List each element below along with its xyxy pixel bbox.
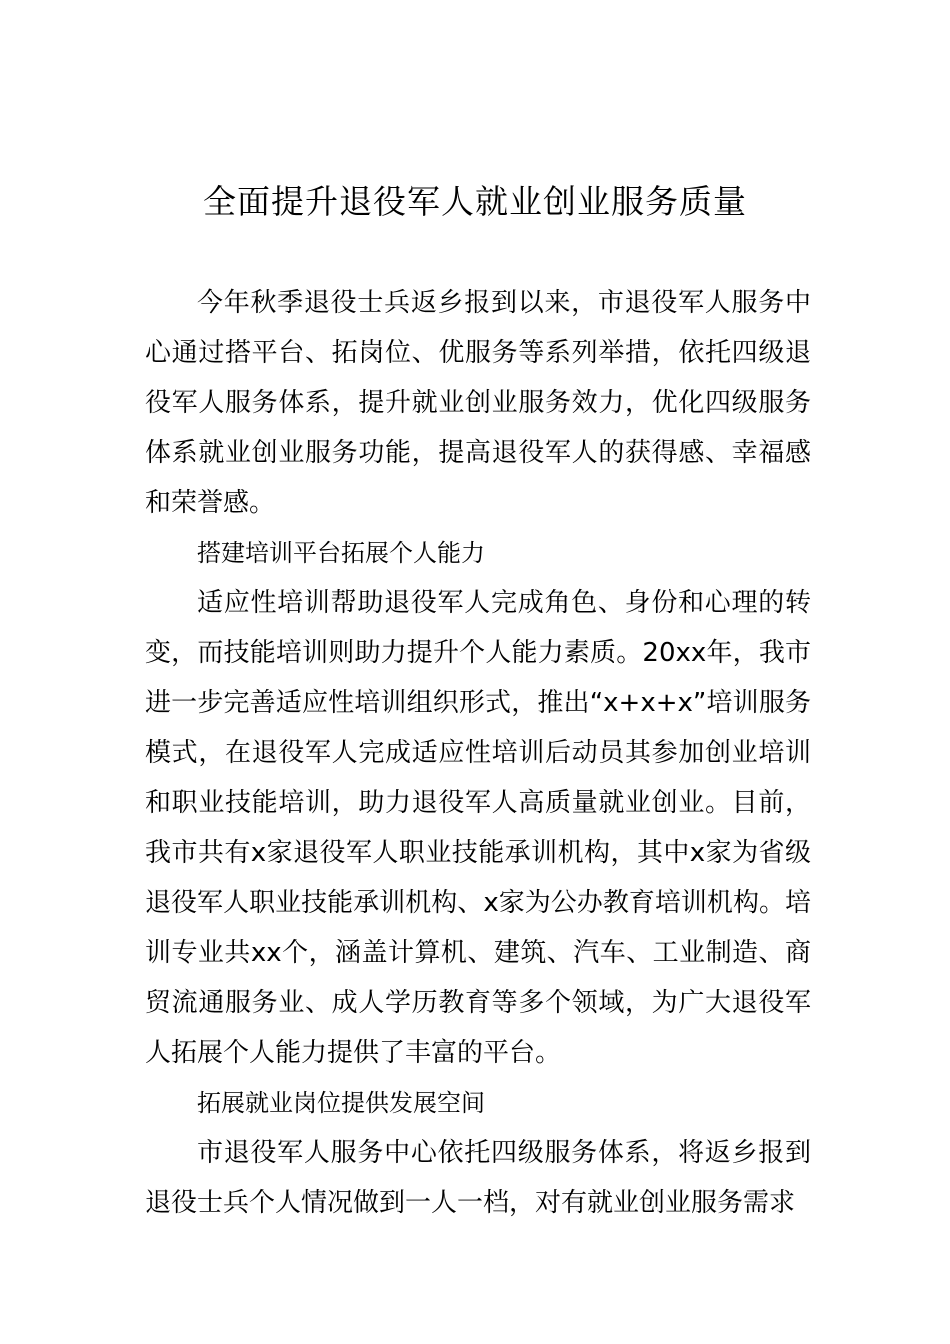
section-heading-training: 搭建培训平台拓展个人能力 <box>197 539 485 567</box>
document-body <box>145 278 811 1228</box>
paragraph-employment: 市退役军人服务中心依托四级服务体系，将返乡报到退役士兵个人情况做到一人一档，对有就业创业服务需求 <box>145 1138 811 1218</box>
paragraph-training: 适应性培训帮助退役军人完成角色、身份和心理的转变，而技能培训则助力提升个人能力素质。20xx年，我市进一步完善适应性培训组织形式，推出“x+x+x”培训服务模式，在退役军人完成适应性培训后动员其参加创业培训和职业技能培训，助力退役军人高质量就业创业。目前，我市共有x家退役军人职业技能承训机构，其中x家为省级退役军人职业技能承训机构、x家为公办教育培训机构。培训专业共xx个，涵盖计算机、建筑、汽车、工业制造、商贸流通服务业、成人学历教育等多个领域，为广大退役军人拓展个人能力提供了丰富的平台。 <box>145 588 811 1068</box>
paragraph-intro: 今年秋季退役士兵返乡报到以来，市退役军人服务中心通过搭平台、拓岗位、优服务等系列举措，依托四级退役军人服务体系，提升就业创业服务效力，优化四级服务体系就业创业服务功能，提高退役军人的获得感、幸福感和荣誉感。 <box>145 288 811 518</box>
document-title: 全面提升退役军人就业创业服务质量 <box>203 182 747 221</box>
section-heading-employment: 拓展就业岗位提供发展空间 <box>197 1089 485 1117</box>
